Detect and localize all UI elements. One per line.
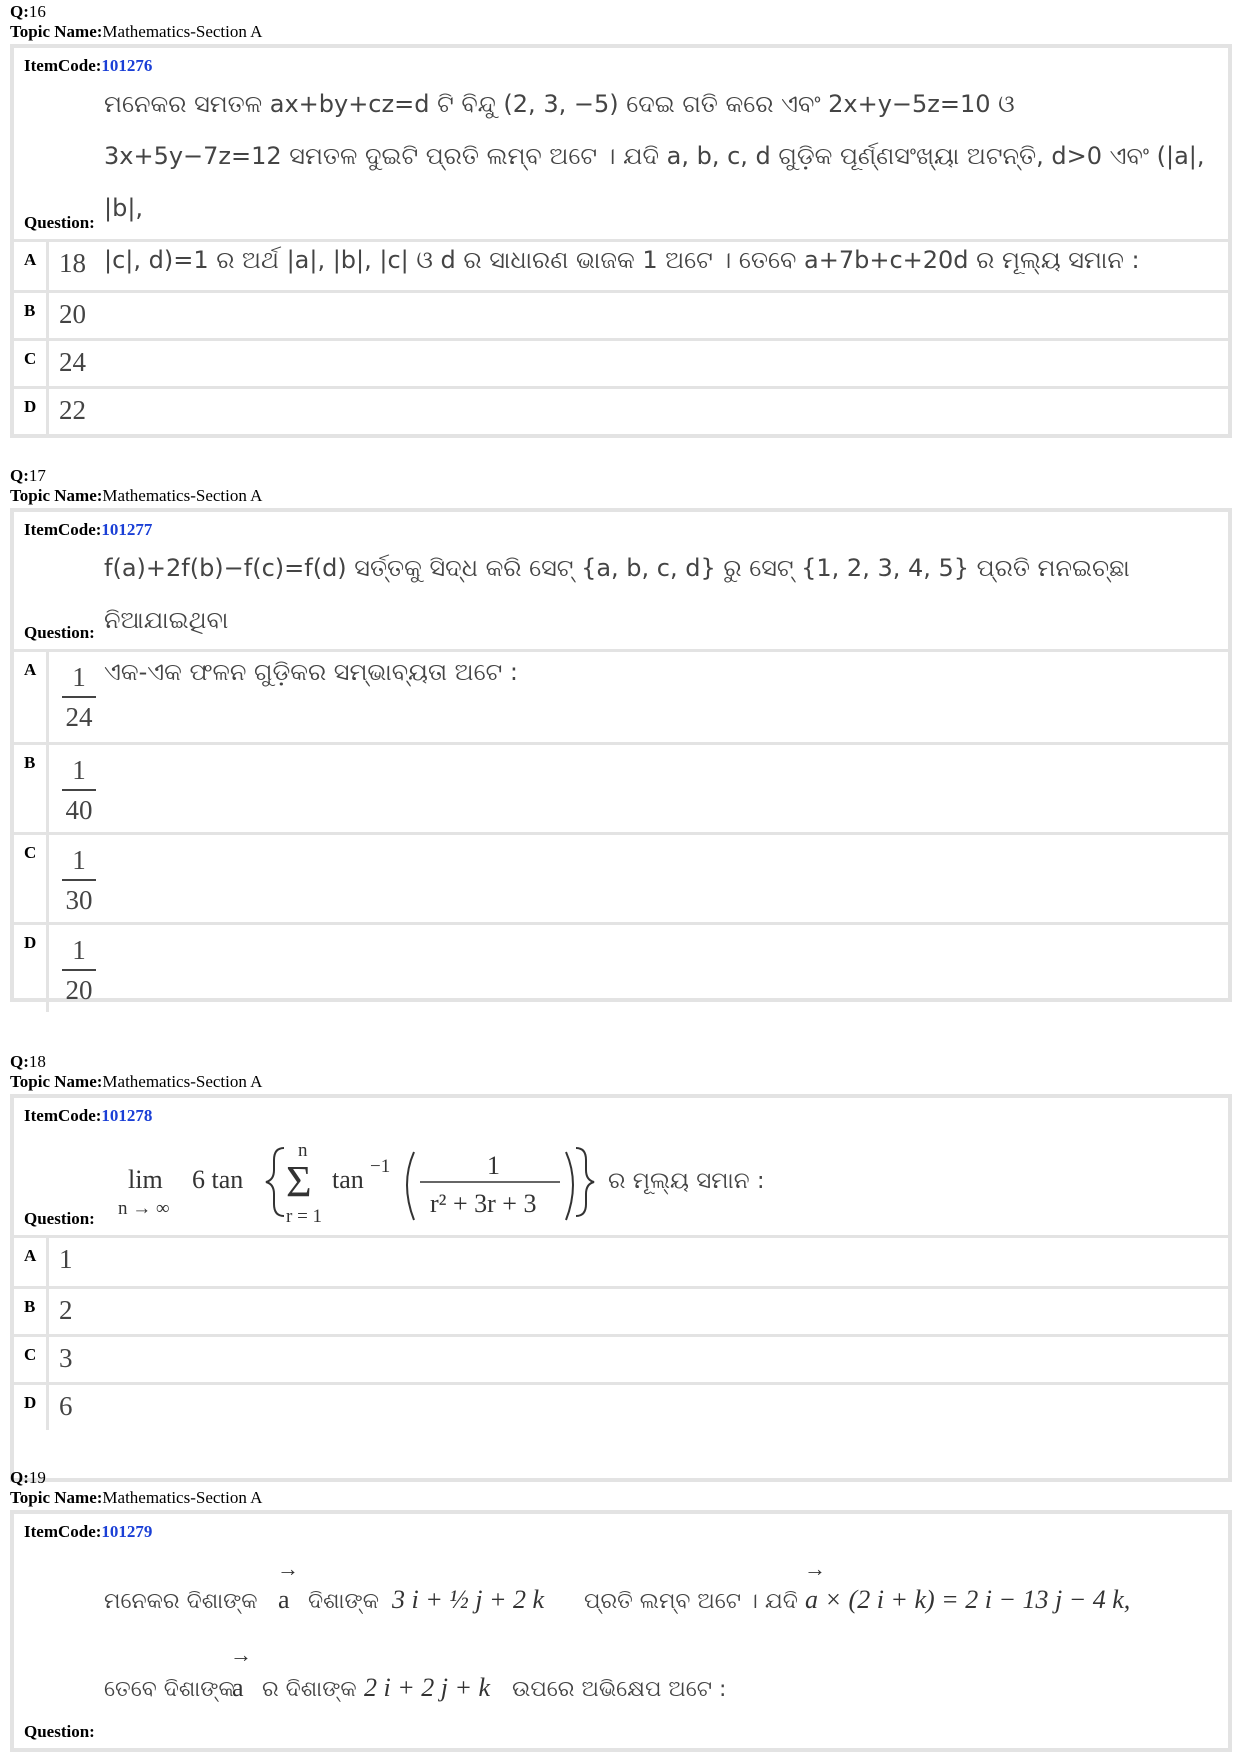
option-d[interactable]: D $\frac{1}{20}$	[14, 922, 1228, 1012]
question-label: Question:	[24, 1722, 95, 1741]
question-line: 3x+5y−7z=12 ସମତଳ ଦୁଇଟି ପ୍ରତି ଲମ୍ବ ଅଟେ । ଯଦି a, b, c, d ଗୁଡ଼ିକ ପୂର୍ଣ୍ଣସଂଖ୍ୟା ଅଟନ୍ତି, d>0 ଏବଂ (|a|, |b|,	[104, 142, 1205, 222]
line1-pre: ମନେକର ଦିଶାଙ୍କ	[104, 1589, 258, 1614]
vector-a: a	[278, 1585, 290, 1614]
topic-name: Topic Name:Mathematics-Section A	[10, 22, 263, 41]
question-cell	[14, 1098, 1228, 1238]
fraction: $\frac{1}{20}$	[62, 935, 96, 1005]
cross-expression: a × (2 i + k) = 2 i − 13 j − 4 k,	[805, 1585, 1131, 1614]
question-line: f(a)+2f(b)−f(c)=f(d) ସର୍ତ୍ତକୁ ସିଦ୍ଧ କରି ସେଟ୍ {a, b, c, d} ରୁ ସେଟ୍ {1, 2, 3, 4, 5} ପ୍ରତି ମନଇଚ୍ଛା ନିଆଯାଇଥିବା	[104, 554, 1130, 634]
sigma-symbol: Σ	[286, 1157, 312, 1206]
tan-text: tan	[332, 1165, 364, 1194]
line1-post: ପ୍ରତି ଲମ୍ବ ଅଟେ । ଯଦି	[584, 1589, 798, 1614]
item-code: ItemCode:101278	[24, 1106, 153, 1125]
question-number: Q:18	[10, 1052, 46, 1071]
question-block-16	[10, 2, 1232, 438]
question-box	[10, 1094, 1232, 1482]
vector-arrow: →	[804, 1556, 826, 1581]
tan-exponent: −1	[370, 1156, 391, 1177]
line1-mid: ଦିଶାଙ୍କ	[308, 1589, 379, 1614]
left-brace	[266, 1148, 284, 1216]
question-block-19	[10, 1468, 1232, 1752]
option-d[interactable]: D 6	[14, 1382, 1228, 1430]
question-label: Question:	[24, 623, 95, 642]
option-c[interactable]: C 3	[14, 1334, 1228, 1382]
question-label: Question:	[24, 1209, 95, 1228]
vector-arrow: →	[277, 1556, 299, 1581]
frac-denominator: r² + 3r + 3	[430, 1189, 537, 1218]
question-block-18	[10, 1052, 1232, 1482]
sum-lower: r = 1	[286, 1206, 323, 1227]
question-line: ଏକ-ଏକ ଫଳନ ଗୁଡ଼ିକର ସମ୍ଭାବ୍ୟତା ଅଟେ :	[104, 658, 518, 686]
question-label: Question:	[24, 213, 95, 232]
left-paren	[407, 1152, 414, 1220]
option-a[interactable]: A 1	[14, 1238, 1228, 1286]
question-line: ମନେକର ସମତଳ ax+by+cz=d ଟି ବିନ୍ଦୁ (2, 3, −5) ଦେଇ ଗତି କରେ ଏବଂ 2x+y−5z=10 ଓ	[104, 90, 1015, 118]
option-c[interactable]: C $\frac{1}{30}$	[14, 832, 1228, 922]
question-number: Q:19	[10, 1468, 46, 1487]
frac-numerator: 1	[487, 1151, 500, 1180]
lim-text: lim	[128, 1165, 163, 1194]
item-code: ItemCode:101279	[24, 1522, 153, 1541]
option-b[interactable]: B 20	[14, 290, 1228, 338]
option-d[interactable]: D 22	[14, 386, 1228, 434]
sum-upper: n	[298, 1140, 308, 1161]
fraction: $\frac{1}{24}$	[62, 662, 96, 732]
option-c[interactable]: C 24	[14, 338, 1228, 386]
fraction: $\frac{1}{30}$	[62, 845, 96, 915]
option-b[interactable]: B $\frac{1}{40}$	[14, 742, 1228, 832]
line2-post: ଉପରେ ଅଭିକ୍ଷେପ ଅଟେ :	[512, 1677, 727, 1702]
vector-1: 3 i + ½ j + 2 k	[392, 1585, 545, 1614]
vector-arrow: →	[230, 1642, 252, 1667]
question-cell	[14, 1514, 1228, 1748]
question-box	[10, 1510, 1232, 1752]
item-code: ItemCode:101277	[24, 520, 153, 539]
line2-pre: ତେବେ ଦିଶାଙ୍କ	[104, 1677, 235, 1702]
option-a[interactable]: A 18	[14, 242, 1228, 290]
question-cell	[14, 512, 1228, 686]
right-paren	[566, 1152, 573, 1220]
question-number: Q:16	[10, 2, 46, 21]
question-box	[10, 44, 1232, 438]
options-list	[14, 652, 1228, 1012]
lim-subscript: n → ∞	[118, 1198, 170, 1219]
question-number: Q:17	[10, 466, 46, 485]
vector-2: 2 i + 2 j + k	[364, 1673, 491, 1702]
topic-name: Topic Name:Mathematics-Section A	[10, 1072, 263, 1091]
item-code: ItemCode:101276	[24, 56, 153, 75]
question-line: |c|, d)=1 ର ଅର୍ଥ |a|, |b|, |c| ଓ d ର ସାଧାରଣ ଭାଜକ 1 ଅଟେ । ତେବେ a+7b+c+20d ର ମୂଲ୍ୟ ସମାନ :	[104, 246, 1140, 274]
question-box	[10, 508, 1232, 1005]
expr-tail: ର ମୂଲ୍ୟ ସମାନ :	[608, 1168, 765, 1194]
options-list	[14, 1238, 1228, 1430]
option-b[interactable]: B 2	[14, 1286, 1228, 1334]
limit-expression	[114, 1134, 814, 1232]
topic-name: Topic Name:Mathematics-Section A	[10, 486, 263, 505]
option-a[interactable]: A $\frac{1}{24}$	[14, 652, 1228, 742]
topic-name: Topic Name:Mathematics-Section A	[10, 1488, 263, 1507]
line2-mid: ର ଦିଶାଙ୍କ	[262, 1677, 357, 1702]
vector-a: a	[232, 1673, 244, 1702]
right-brace	[576, 1148, 594, 1216]
question-block-17	[10, 466, 1232, 1005]
vector-question	[102, 1556, 1228, 1732]
coef-text: 6 tan	[192, 1165, 244, 1194]
fraction: $\frac{1}{40}$	[62, 755, 96, 825]
options-list	[14, 242, 1228, 434]
